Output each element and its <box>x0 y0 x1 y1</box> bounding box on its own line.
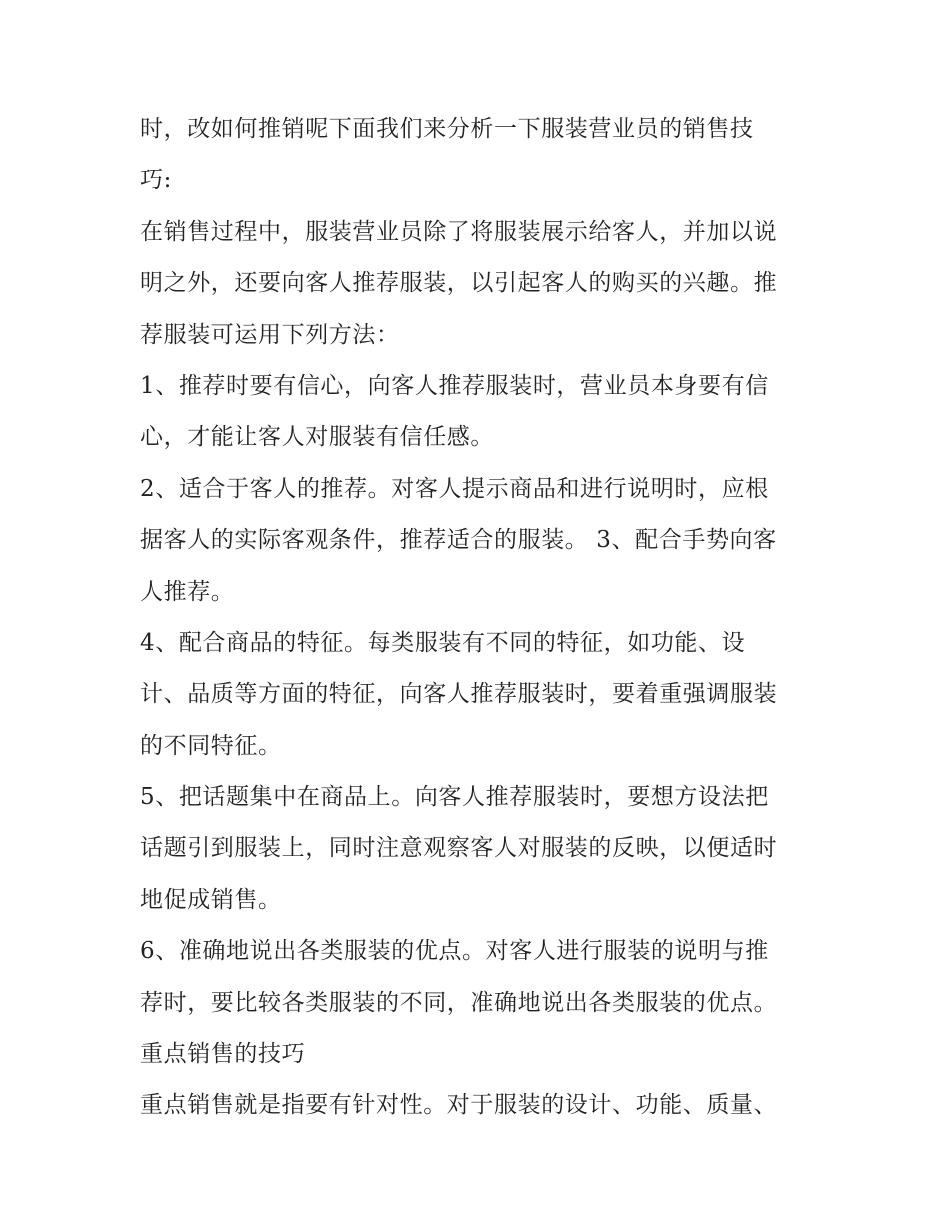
section-heading: 重点销售的技巧 <box>140 1041 306 1068</box>
text-line: 荐时，要比较各类服装的不同，准确地说出各类服装的优点。 <box>140 989 778 1016</box>
text-line: 明之外，还要向客人推荐服装，以引起客人的购买的兴趣。推 <box>140 270 778 297</box>
text-line: 地促成销售。 <box>140 886 282 913</box>
text-line: 据客人的实际客观条件，推荐适合的服装。 3、配合手势向客 <box>140 527 777 554</box>
text-line: 5、把话题集中在商品上。向客人推荐服装时，要想方设法把 <box>140 784 769 811</box>
text-line: 巧: <box>140 167 172 194</box>
text-line: 1、推荐时要有信心，向客人推荐服装时，营业员本身要有信 <box>140 372 769 399</box>
text-line: 2、适合于客人的推荐。对客人提示商品和进行说明时，应根 <box>140 475 769 502</box>
text-line: 人推荐。 <box>140 578 235 605</box>
text-line: 荐服装可运用下列方法： <box>140 321 400 348</box>
text-line: 话题引到服装上，同时注意观察客人对服装的反映，以便适时 <box>140 835 778 862</box>
text-line: 6、准确地说出各类服装的优点。对客人进行服装的说明与推 <box>140 938 769 965</box>
text-line: 计、品质等方面的特征，向客人推荐服装时，要着重强调服装 <box>140 681 778 708</box>
document-body <box>140 104 812 1132</box>
text-line: 的不同特征。 <box>140 732 282 759</box>
text-line: 在销售过程中，服装营业员除了将服装展示给客人，并加以说 <box>140 218 778 245</box>
text-line: 心，才能让客人对服装有信任感。 <box>140 424 494 451</box>
text-line: 时，改如何推销呢下面我们来分析一下服装营业员的销售技 <box>140 116 754 142</box>
text-line: 4、配合商品的特征。每类服装有不同的特征，如功能、设 <box>140 629 746 656</box>
text-line: 重点销售就是指要有针对性。对于服装的设计、功能、质量、 <box>140 1092 778 1119</box>
